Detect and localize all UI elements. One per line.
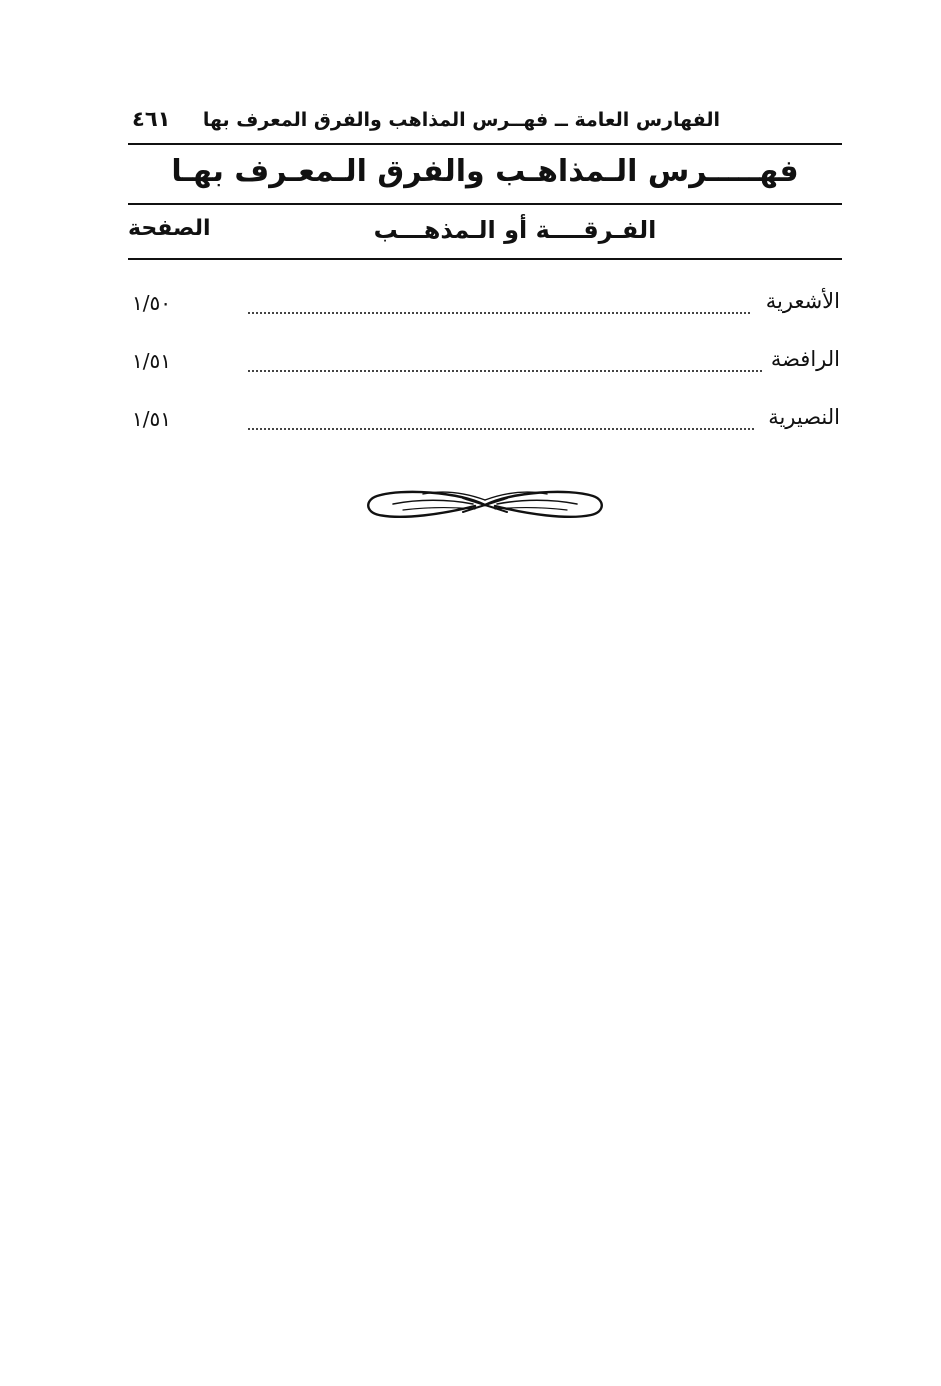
title-rule (128, 203, 842, 205)
page-number: ٤٦١ (132, 107, 171, 131)
dot-leader (248, 428, 754, 430)
entry-name: الرافضة (770, 347, 840, 371)
column-headers (128, 212, 842, 252)
sect-column-label: الفـرقــــة أو الـمذهـــب (373, 216, 657, 244)
columns-rule (128, 258, 842, 260)
index-list (128, 285, 842, 459)
dot-leader (248, 370, 762, 372)
section-title: فهـــــرس الـمذاهـب والفرق الـمعـرف بهـا (171, 154, 799, 189)
entry-page: ١/٥١ (132, 349, 171, 373)
header-rule (128, 143, 842, 145)
index-entry (128, 285, 842, 343)
running-header (128, 103, 840, 143)
page-column-label: الصفحة (128, 216, 211, 241)
entry-name: النصيرية (768, 405, 840, 429)
dot-leader (248, 312, 750, 314)
running-title: الفهارس العامة ــ فهــرس المذاهب والفرق المعرف بها (202, 109, 720, 131)
flourish-ornament-icon (363, 484, 607, 526)
entry-page: ١/٥١ (132, 407, 171, 431)
index-entry (128, 343, 842, 401)
entry-name: الأشعرية (765, 289, 840, 313)
entry-page: ١/٥٠ (132, 291, 171, 315)
index-entry (128, 401, 842, 459)
